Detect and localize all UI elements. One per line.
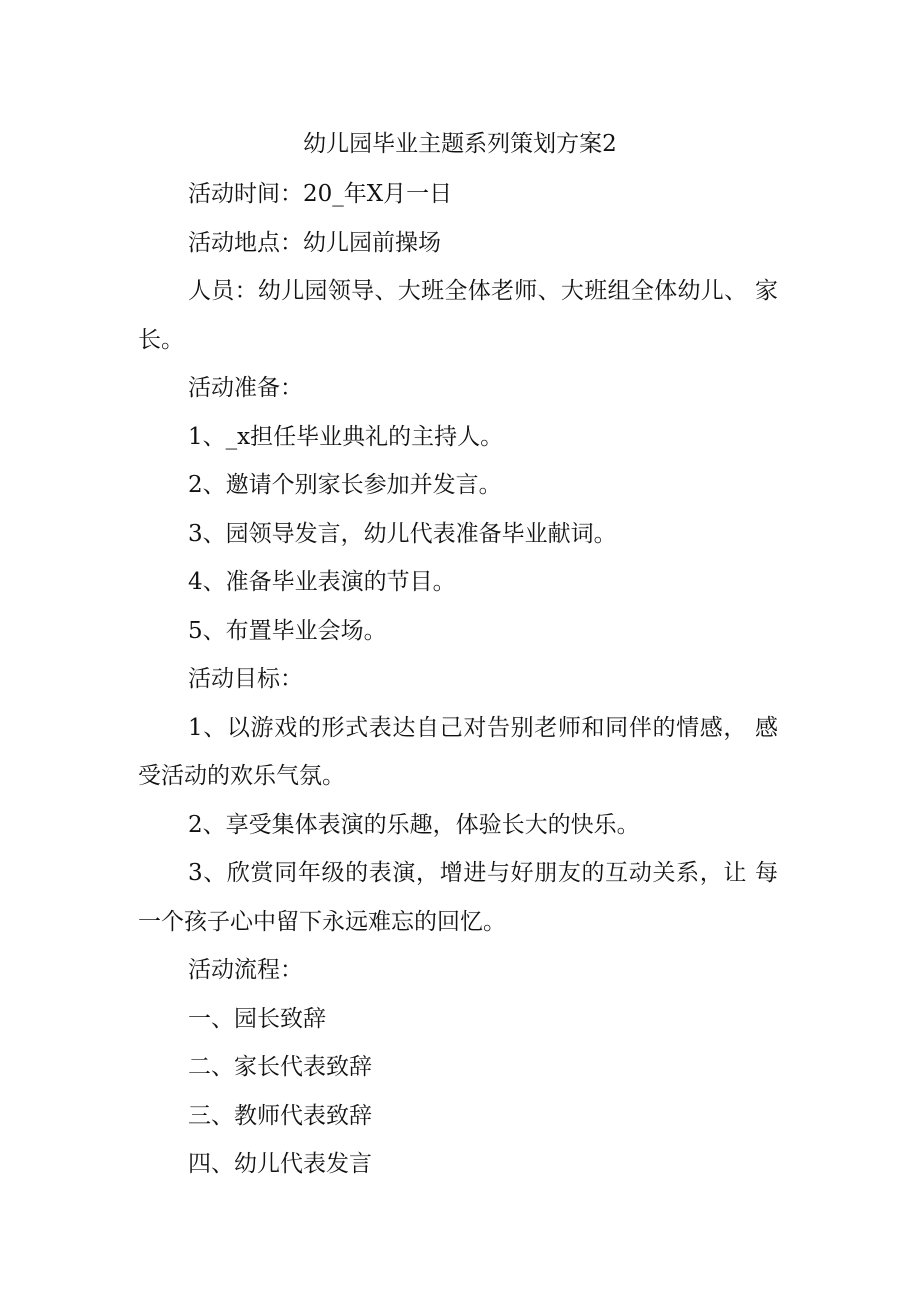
document-body: [138, 178, 778, 1197]
preparation-item-3: 3、园领导发言，幼儿代表准备毕业献词。: [188, 520, 617, 547]
goal-item-2: 2、享受集体表演的乐趣，体验长大的快乐。: [188, 811, 640, 838]
preparation-item-1: 1、_x担任毕业典礼的主持人。: [188, 423, 504, 450]
activity-location-line: 活动地点：幼儿园前操场: [188, 229, 441, 256]
goal-item-3-continued: 一个孩子心中留下永远难忘的回忆。: [138, 908, 506, 935]
goal-item-1-continued: 受活动的欢乐气氛。: [138, 763, 345, 789]
process-item-2: 二、家长代表致辞: [188, 1054, 372, 1080]
preparation-heading: 活动准备：: [188, 375, 303, 401]
preparation-item-4: 4、准备毕业表演的节目。: [188, 569, 456, 595]
preparation-item-2: 2、邀请个别家长参加并发言。: [188, 472, 502, 498]
process-heading: 活动流程：: [188, 957, 303, 983]
activity-time-line: 活动时间：20_年X月一日: [188, 181, 453, 207]
goal-item-3: 3、欣赏同年级的表演，增进与好朋友的互动关系，让 每: [188, 860, 778, 886]
participants-line-continued: 长。: [138, 326, 184, 353]
participants-line: 人员：幼儿园领导、大班全体老师、大班组全体幼儿、 家: [188, 278, 778, 304]
process-item-4: 四、幼儿代表发言: [188, 1151, 372, 1177]
goal-item-1: 1、以游戏的形式表达自己对告别老师和同伴的情感， 感: [188, 714, 778, 741]
process-item-1: 一、园长致辞: [188, 1005, 326, 1032]
process-item-3: 三、教师代表致辞: [188, 1102, 372, 1129]
preparation-item-5: 5、布置毕业会场。: [188, 617, 387, 644]
document-title: 幼儿园毕业主题系列策划方案2: [303, 131, 617, 157]
goals-heading: 活动目标：: [188, 666, 303, 692]
